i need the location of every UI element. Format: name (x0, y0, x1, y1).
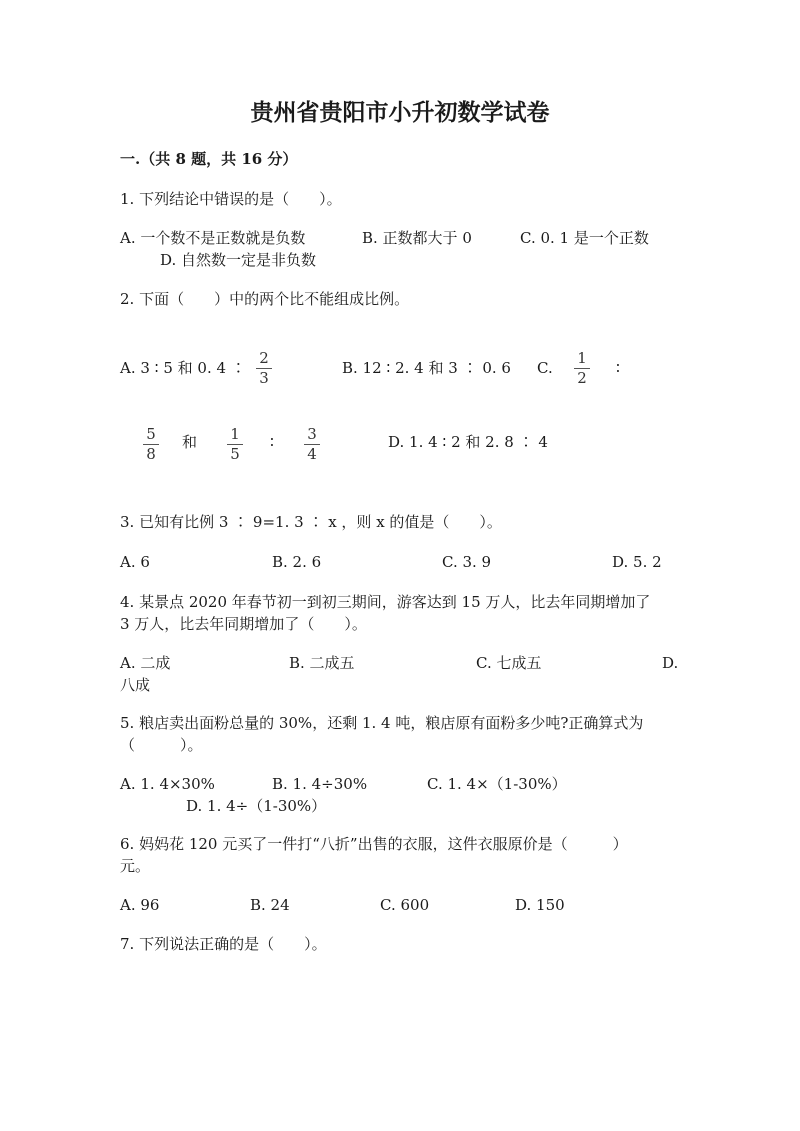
section-heading: 一.（共 8 题，共 16 分） (120, 150, 298, 168)
question-5-stem-line2: （ ）。 (120, 736, 203, 754)
fraction-numerator: 1 (577, 349, 587, 367)
question-4-stem-line1: 4. 某景点 2020 年春节初一到初三期间，游客达到 15 万人，比去年同期增加了 (120, 593, 651, 611)
fraction-numerator: 5 (146, 425, 156, 443)
question-1-stem: 1. 下列结论中错误的是（ ）。 (120, 190, 342, 208)
question-2-stem: 2. 下面（ ）中的两个比不能组成比例。 (120, 290, 410, 308)
question-3-option-a: A. 6 (120, 553, 150, 571)
question-4-option-a: A. 二成 (120, 654, 171, 672)
question-1-option-c: C. 0. 1 是一个正数 (520, 229, 649, 247)
question-4-stem-line2: 3 万人，比去年同期增加了（ ）。 (120, 615, 367, 633)
question-3-option-c: C. 3. 9 (442, 553, 492, 571)
question-6-option-d: D. 150 (515, 896, 565, 914)
fraction-numerator: 2 (259, 349, 269, 367)
question-5-option-b: B. 1. 4÷30% (272, 775, 368, 793)
fraction (301, 426, 323, 463)
question-5-stem-line1: 5. 粮店卖出面粉总量的 30%，还剩 1. 4 吨，粮店原有面粉多少吨?正确算式为 (120, 714, 644, 732)
question-4-option-d-label: D. (662, 654, 679, 672)
fraction (140, 426, 162, 463)
question-1-option-b: B. 正数都大于 0 (362, 229, 472, 247)
conjunction-and: 和 (182, 433, 198, 451)
question-5-option-a: A. 1. 4×30% (120, 775, 215, 793)
question-2-option-a: A. 3 ∶ 5 和 0. 4 ∶ (120, 359, 246, 377)
question-6-stem-line1: 6. 妈妈花 120 元买了一件打“八折”出售的衣服，这件衣服原价是（ ） (120, 835, 628, 853)
fraction-denominator: 8 (146, 445, 156, 463)
question-1-option-a: A. 一个数不是正数就是负数 (120, 229, 306, 247)
ratio-colon: ∶ (270, 433, 274, 451)
fraction (571, 350, 593, 387)
page-title: 贵州省贵阳市小升初数学试卷 (250, 99, 550, 126)
question-4-option-d-text: 八成 (120, 676, 151, 694)
fraction-numerator: 3 (307, 425, 317, 443)
fraction (224, 426, 246, 463)
question-5-option-c: C. 1. 4×（1-30%） (427, 775, 567, 793)
fraction-denominator: 2 (577, 369, 587, 387)
question-6-stem-line2: 元。 (120, 857, 151, 875)
question-5-option-d: D. 1. 4÷（1-30%） (186, 797, 327, 815)
fraction (253, 350, 275, 387)
question-2-option-b: B. 12 ∶ 2. 4 和 3 ∶ 0. 6 (342, 359, 511, 377)
fraction-numerator: 1 (230, 425, 240, 443)
ratio-colon: ∶ (616, 359, 620, 377)
question-3-stem: 3. 已知有比例 3 ∶ 9=1. 3 ∶ x ，则 x 的值是（ ）。 (120, 513, 502, 531)
question-6-option-c: C. 600 (380, 896, 430, 914)
question-1-option-d: D. 自然数一定是非负数 (160, 251, 317, 269)
question-6-option-a: A. 96 (120, 896, 160, 914)
question-2-option-c-label: C. (537, 359, 553, 377)
question-3-option-d: D. 5. 2 (612, 553, 662, 571)
question-7-stem: 7. 下列说法正确的是（ ）。 (120, 935, 327, 953)
question-4-option-c: C. 七成五 (476, 654, 542, 672)
fraction-denominator: 5 (230, 445, 240, 463)
question-3-option-b: B. 2. 6 (272, 553, 322, 571)
question-2-option-d: D. 1. 4 ∶ 2 和 2. 8 ∶ 4 (388, 433, 548, 451)
question-4-option-b: B. 二成五 (289, 654, 355, 672)
fraction-denominator: 3 (259, 369, 269, 387)
fraction-denominator: 4 (307, 445, 317, 463)
question-6-option-b: B. 24 (250, 896, 290, 914)
